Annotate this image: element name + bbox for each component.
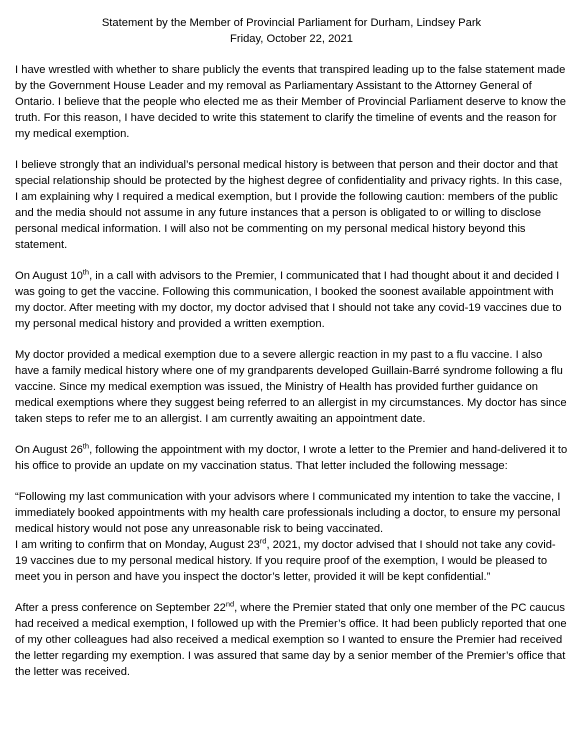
text-span: , 2021, my doctor advised that I should not take any covid-19 vaccines due to my personal medical history. If you require proof of the exemption, I would be pleased to meet you in person and have you inspect the doctor’s letter, provided it will be kept confidential.” — [15, 539, 556, 583]
text-span: , following the appointment with my doctor, I wrote a letter to the Premier and hand-delivered it to his office to provide an update on my vaccination status. That letter included the following message: — [15, 444, 568, 472]
document-date: Friday, October 22, 2021 — [230, 33, 353, 45]
paragraph-august-26 — [15, 442, 568, 474]
text-span: I am writing to confirm that on Monday, August 23 — [15, 539, 260, 551]
quote-paragraph-2 — [15, 537, 568, 585]
ordinal-suffix: rd — [259, 536, 267, 546]
paragraph-privacy: I believe strongly that an individual’s personal medical history is between that person and their doctor and that special relationship should be protected by the highest degree of confidentiality and privacy rights. In this case, I am explaining why I required a medical exemption, but I provide the following caution: members of the public and the media should not assume in any future instances that a person is obligated to or willing to disclose personal medical information. I will also not be commenting on my personal medical history beyond this statement. — [15, 159, 563, 251]
paragraph-intro: I have wrestled with whether to share publicly the events that transpired leading up to the false statement made by the Government House Leader and my removal as Parliamentary Assistant to the Attorney General of Ontario. I believe that the people who elected me as their Member of Provincial Parliament deserve to know the truth. For this reason, I have decided to write this statement to clarify the timeline of events and the reason for my medical exemption. — [15, 64, 566, 140]
document-header — [15, 15, 568, 47]
paragraph-august-10 — [15, 268, 568, 332]
document-title: Statement by the Member of Provincial Parliament for Durham, Lindsey Park — [101, 17, 482, 29]
paragraph-exemption-reason: My doctor provided a medical exemption due to a severe allergic reaction in my past to a flu vaccine. I also have a family medical history where one of my grandparents developed Guillain-Barré syndrome following a flu vaccine. Since my medical exemption was issued, the Ministry of Health has provided further guidance on medical exemptions where they suggest being referred to an allergist in my circumstances. My doctor has since taken steps to refer me to an allergist. I am currently awaiting an appointment date. — [15, 349, 567, 425]
text-span: After a press conference on September 22 — [15, 602, 226, 614]
ordinal-suffix: nd — [225, 599, 235, 609]
quote-paragraph-1: “Following my last communication with your advisors where I communicated my intention to take the vaccine, I immediately booked appointments with my health care professionals including a doctor, to ensure my personal medical history would not pose any unreasonable risk to being vaccinated. — [15, 491, 561, 535]
letter-quote — [15, 489, 568, 585]
ordinal-suffix: th — [82, 267, 90, 277]
ordinal-suffix: th — [82, 441, 90, 451]
text-span: On August 10 — [15, 270, 83, 282]
text-span: , where the Premier stated that only one member of the PC caucus had received a medical exemption, I followed up with the Premier’s office. It had been publicly reported that one of my other colleagues had also received a medical exemption so I wanted to ensure the Premier had received the letter regarding my exemption. I was assured that same day by a senior member of the Premier’s office that the letter was received. — [15, 602, 567, 678]
paragraph-september-22 — [15, 600, 568, 680]
text-span: On August 26 — [15, 444, 83, 456]
text-span: , in a call with advisors to the Premier, I communicated that I had thought about it and decided I was going to get the vaccine. Following this communication, I booked the soonest available appointment with my doctor. After meeting with my doctor, my doctor advised that I should not take any covid-19 vaccines due to my personal medical history and provided a written exemption. — [15, 270, 562, 330]
